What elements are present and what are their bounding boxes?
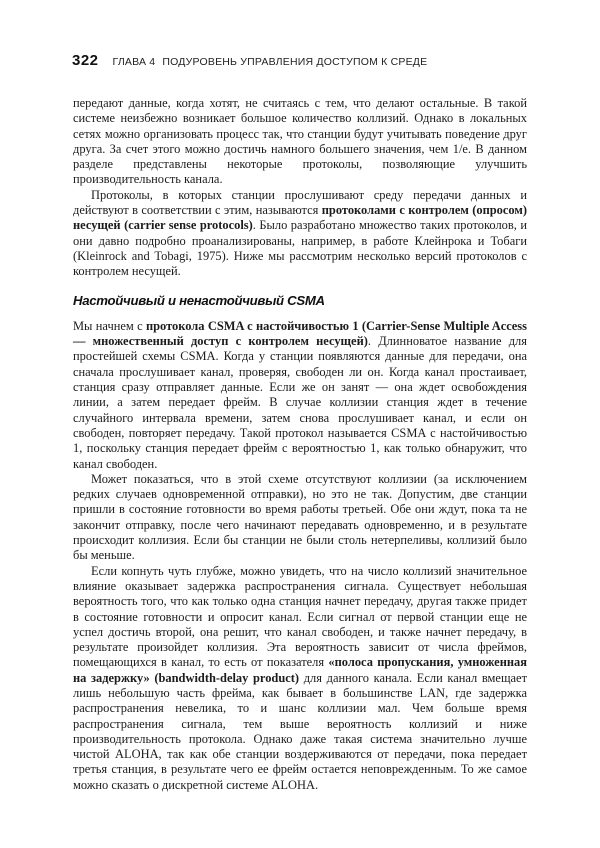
paragraph-5: [73, 564, 527, 793]
paragraph-4: Может показаться, что в этой схеме отсутствуют коллизии (за исключением редких случаев одновременной отправки), но это не так. Допустим, две станции пришли в состояние готовности во время работы третьей. Обе они ждут, пока та не закончит отправку, после чего начинают передавать одновременно, и в результате происходит коллизия. Если бы станции не были столь нетерпеливы, коллизий было бы меньше.: [73, 471, 527, 563]
section-heading: Настойчивый и ненастойчивый CSMA: [73, 292, 325, 308]
term-carrier-sense-protocols: протоколами с контролем (опросом) несущей (carrier sense protocols): [73, 203, 527, 233]
running-head: [72, 52, 540, 69]
body-text: [73, 96, 527, 793]
term-csma-persistence-1: протокола CSMA с настойчивостью 1 (Carrier-Sense Multiple Access — множественный доступ с контролем несущей): [73, 318, 527, 349]
chapter-label: ГЛАВА 4: [112, 56, 156, 68]
paragraph-2-text-b: . Было разработано множество таких протоколов, и они давно подробно проанализированы, например, в работе Клейнрока и Тобаги (Kleinrock and Tobagi, 1975). Ниже мы рассмотрим несколько версий протоколов с контролем несущей.: [73, 218, 527, 279]
term-bandwidth-delay-product: «полоса пропускания, умноженная на задержку» (bandwidth-delay product): [73, 655, 527, 685]
paragraph-2: [73, 188, 527, 280]
paragraph-2-text-a: Протоколы, в которых станции прослушивают среду передачи данных и действуют в соответствии с этим, называются: [73, 187, 527, 218]
paragraph-3-text-b: . Длинноватое название для простейшей схемы CSMA. Когда у станции появляются данные для передачи, она сначала прослушивает канал, проверяя, свободен ли он. Когда канал простаивает, станция сразу отправляет данные. Если же он занят — она ждет освобождения линии, а затем передает фрейм. В случае коллизии станция ждет в течение случайного интервала времени, затем снова прослушивает канал, и если он свободен, повторяет передачу. Такой протокол называется CSMA с настойчивостью 1, поскольку станция передает фрейм с вероятностью 1, как только обнаружит, что канал свободен.: [73, 334, 527, 471]
chapter-title: ПОДУРОВЕНЬ УПРАВЛЕНИЯ ДОСТУПОМ К СРЕДЕ: [162, 56, 428, 68]
paragraph-3: [73, 319, 527, 472]
paragraph-5-text-a: Если копнуть чуть глубже, можно увидеть, что на число коллизий значительное влияние оказывает задержка распространения сигнала. Существует небольшая вероятность того, что как только одна станция начнет передачу, другая также придет в состояние готовности и опросит канал. Если сигнал от первой станции еще не успел достичь второй, она решит, что канал свободен, и также начнет передачу, в результате произойдет коллизия. Эта вероятность зависит от числа фреймов, помещающихся в канал, то есть от показателя: [73, 563, 527, 670]
paragraph-5-text-b: для данного канала. Если канал вмещает лишь небольшую часть фрейма, как бывает в большинстве LAN, где задержка распространения невелика, то и шанс коллизии мал. Чем больше время распространения сигнала, тем выше вероятность коллизий и ниже производительность протокола. Однако даже такая система значительно лучше чистой ALOHA, так как обе станции воздерживаются от передачи, пока передает третья станция, в результате чего ее фрейм остается неповрежденным. То же самое можно сказать о дискретной системе ALOHA.: [73, 670, 528, 792]
paragraph-3-text-a: Мы начнем с: [73, 318, 146, 333]
page-number: 322: [72, 52, 99, 69]
paragraph-1: передают данные, когда хотят, не считаясь с тем, что делают остальные. В такой системе неизбежно возникает большое количество коллизий. Однако в локальных сетях можно организовать процесс так, что станции будут учитывать поведение друг друга. За счет этого можно достичь намного большего значения, чем 1/e. В данном разделе представлены некоторые протоколы, позволяющие улучшить производительность канала.: [73, 96, 527, 187]
